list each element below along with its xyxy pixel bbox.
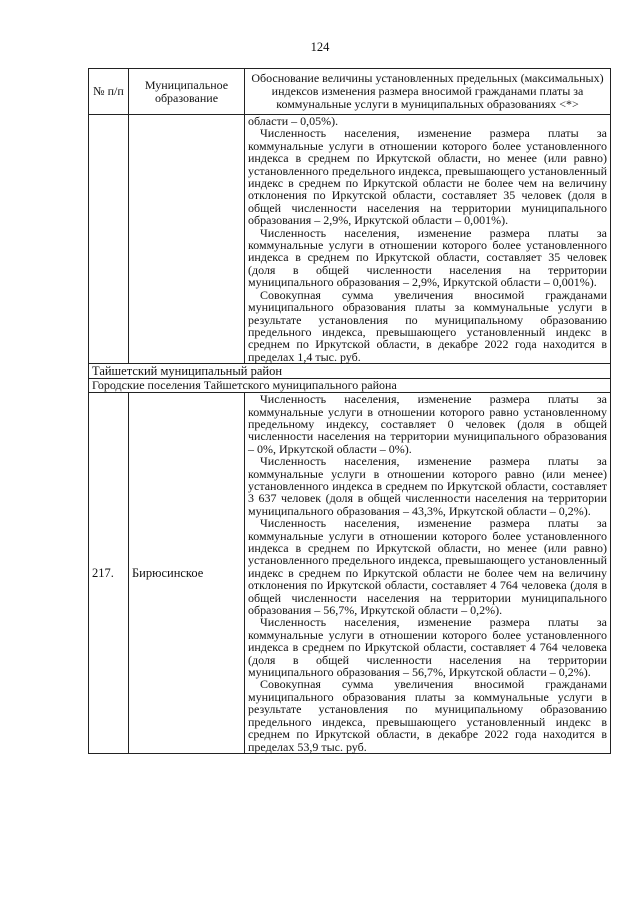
continuation-text — [245, 115, 611, 364]
section-row — [89, 364, 611, 379]
row-number: 217. — [89, 393, 129, 754]
paragraph: Численность населения, изменение размера платы за коммунальные услуги в отношении которого более установленного индекса в среднем по Иркутской области, но менее (или равно) установленного предельного индекса, превышающего установленный индекс в среднем по Иркутской области не более чем на величину отклонения по Иркутской области, составляет 35 человек (доля в общей численности населения на территории муниципального образования – 2,9%, Иркутской области – 0,001%). — [248, 126, 607, 228]
continuation-name — [129, 115, 245, 364]
paragraph: Совокупная сумма увеличения вносимой гражданами муниципального образования платы за коммунальные услуги в результате установления по муниципальному образованию предельного индекса, превышающего установленный индекс в среднем по Иркутской области, в декабре 2022 года находится в пределах 1,4 тыс. руб. — [248, 287, 607, 364]
justification-table — [88, 68, 611, 754]
header-num: № п/п — [89, 69, 129, 115]
header-justification: Обоснование величины установленных предельных (максимальных) индексов изменения размера вносимой гражданами платы за коммунальные услуги в муниципальных образованиях <*> — [245, 69, 611, 115]
paragraph: Численность населения, изменение размера платы за коммунальные услуги в отношении которого равно (или менее) установленного индекса в среднем по Иркутской области, составляет 3 637 человек (доля в общей численности населения на территории муниципального образования – 43,3%, Иркутской области – 0,2%). — [248, 454, 607, 518]
justification-text — [245, 393, 611, 754]
subsection-row — [89, 379, 611, 393]
table-row-continuation — [89, 115, 611, 364]
paragraph: Совокупная сумма увеличения вносимой гражданами муниципального образования платы за коммунальные услуги в результате установления по муниципальному образованию предельного индекса, превышающего установленный индекс в среднем по Иркутской области, в декабре 2022 года находится в пределах 53,9 тыс. руб. — [248, 677, 607, 754]
paragraph: Численность населения, изменение размера платы за коммунальные услуги в отношении которого более установленного индекса в среднем по Иркутской области, составляет 35 человек (доля в общей численности населения на территории муниципального образования – 2,9%, Иркутской области – 0,001%). — [248, 225, 607, 290]
section-title: Тайшетский муниципальный район — [89, 364, 611, 379]
paragraph: Численность населения, изменение размера платы за коммунальные услуги в отношении которого равно установленному предельному индексу, составляет 0 человек (доля в общей численности населения на территории муниципального образования – 0%, Иркутской области – 0%). — [248, 392, 607, 456]
table-header-row — [89, 69, 611, 115]
continuation-num — [89, 115, 129, 364]
paragraph: Численность населения, изменение размера платы за коммунальные услуги в отношении которого более установленного индекса в среднем по Иркутской области, но менее (или равно) установленного предельного индекса, превышающего установленный индекс в среднем по Иркутской области не более чем на величину отклонения по Иркутской области, составляет 4 764 человека (доля в общей численности населения на территории муниципального образования – 56,7%, Иркутской области – 0,2%). — [248, 516, 607, 618]
paragraph: области – 0,05%). — [248, 114, 339, 128]
header-municipality: Муниципальное образование — [129, 69, 245, 115]
municipality-name: Бирюсинское — [129, 393, 245, 754]
paragraph: Численность населения, изменение размера платы за коммунальные услуги в отношении которого более установленного индекса в среднем по Иркутской области, составляет 4 764 человека (доля в общей численности населения на территории муниципального образования – 56,7%, Иркутской области – 0,2%). — [248, 615, 607, 680]
subsection-title: Городские поселения Тайшетского муниципального района — [89, 379, 611, 393]
table-row — [89, 393, 611, 754]
page-number: 124 — [310, 40, 330, 54]
